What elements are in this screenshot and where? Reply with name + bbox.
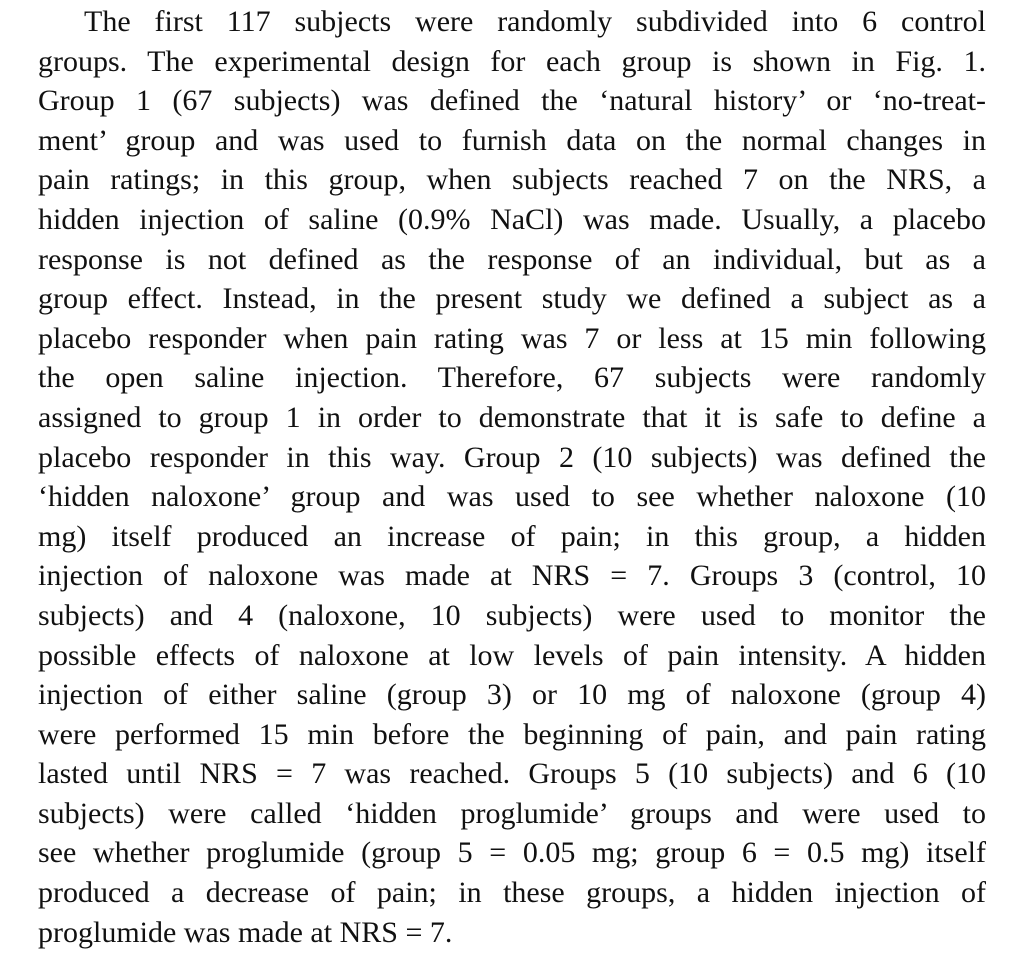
- text-line: ment’ group and was used to furnish data on the normal changes in: [38, 123, 986, 157]
- text-line: response is not defined as the response of an individual, but as a: [38, 242, 986, 276]
- text-line: group effect. Instead, in the present study we defined a subject as a: [38, 282, 986, 316]
- text-line: were performed 15 min before the beginning of pain, and pain rating: [38, 717, 986, 751]
- text-line: The first 117 subjects were randomly subdivided into 6 control: [84, 5, 986, 38]
- text-line: injection of naloxone was made at NRS = 7. Groups 3 (control, 10: [38, 559, 986, 593]
- text-line: ‘hidden naloxone’ group and was used to see whether naloxone (10: [38, 480, 986, 514]
- text-line: subjects) and 4 (naloxone, 10 subjects) were used to monitor the: [38, 598, 986, 632]
- text-line: lasted until NRS = 7 was reached. Groups 5 (10 subjects) and 6 (10: [38, 757, 986, 791]
- text-line: possible effects of naloxone at low levels of pain intensity. A hidden: [38, 638, 986, 672]
- text-line: subjects) were called ‘hidden proglumide’ groups and were used to: [38, 796, 986, 830]
- text-line: produced a decrease of pain; in these groups, a hidden injection of: [38, 876, 986, 910]
- text-line: the open saline injection. Therefore, 67 subjects were randomly: [38, 361, 986, 395]
- text-line: mg) itself produced an increase of pain; in this group, a hidden: [38, 519, 986, 553]
- text-line: injection of either saline (group 3) or 10 mg of naloxone (group 4): [38, 678, 986, 712]
- paper-paragraph: [38, 2, 986, 952]
- text-line: placebo responder when pain rating was 7 or less at 15 min following: [38, 321, 986, 355]
- text-line: Group 1 (67 subjects) was defined the ‘natural history’ or ‘no-treat-: [38, 84, 986, 118]
- text-line: groups. The experimental design for each group is shown in Fig. 1.: [38, 44, 986, 78]
- text-line: assigned to group 1 in order to demonstrate that it is safe to define a: [38, 400, 986, 434]
- text-line: placebo responder in this way. Group 2 (10 subjects) was defined the: [38, 440, 986, 474]
- text-line: proglumide was made at NRS = 7.: [38, 915, 453, 949]
- text-line: hidden injection of saline (0.9% NaCl) was made. Usually, a placebo: [38, 202, 986, 236]
- text-line: pain ratings; in this group, when subjects reached 7 on the NRS, a: [38, 163, 986, 197]
- text-line: see whether proglumide (group 5 = 0.05 mg; group 6 = 0.5 mg) itself: [38, 836, 986, 870]
